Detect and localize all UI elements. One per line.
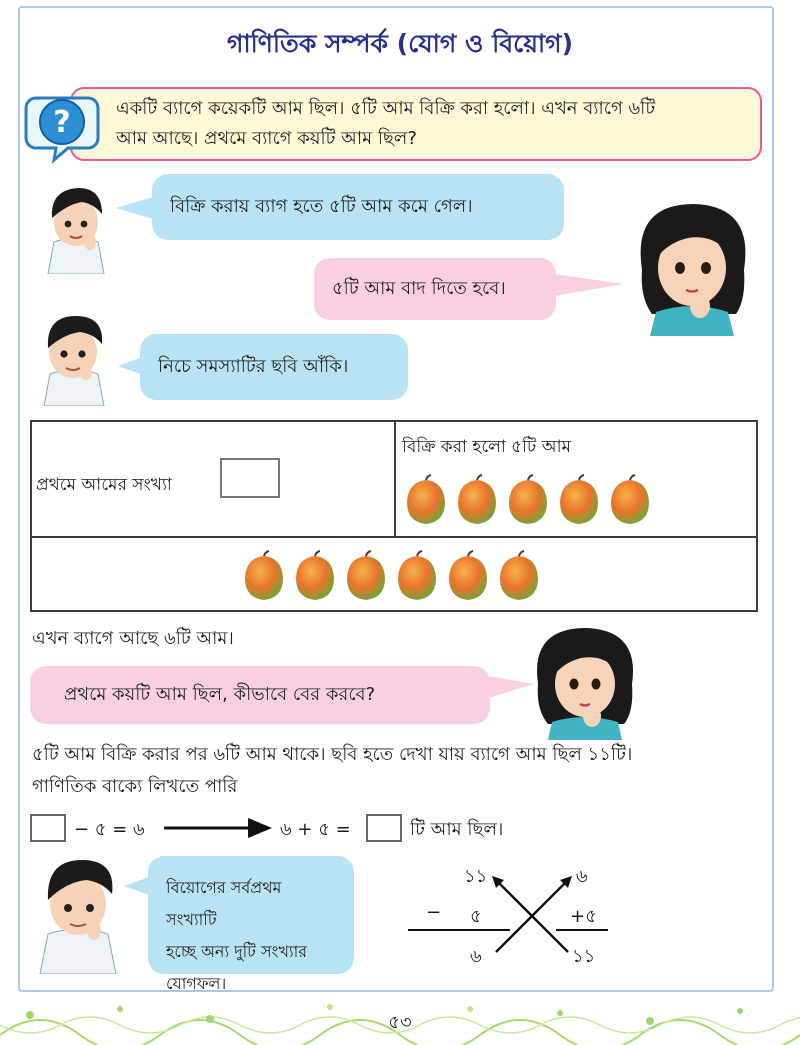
now-in-bag-text: এখন ব্যাগে আছে ৬টি আম। (32, 628, 234, 649)
cross-diagram (400, 856, 630, 974)
equation-blank-1[interactable] (30, 814, 66, 842)
page-number: ৫৩ (388, 1012, 412, 1033)
table-divider-horizontal (32, 536, 756, 538)
bubble-tail (124, 876, 152, 896)
mango-icon (608, 474, 652, 530)
speech-bubble-5 (148, 856, 354, 993)
svg-text:?: ? (53, 105, 71, 140)
speech-bubble-5-line-2: হচ্ছে অন্য দুটি সংখ্যার (166, 942, 308, 961)
equation-part-1: − ৫ = ৬ (74, 819, 145, 840)
mango-icon (242, 550, 286, 606)
sold-label: বিক্রি করা হলো ৫টি আম (402, 437, 571, 457)
equation-blank-2[interactable] (366, 814, 402, 842)
mango-icon (395, 550, 439, 606)
question-icon (22, 84, 102, 164)
mango-icon (293, 550, 337, 606)
mango-icon (446, 550, 490, 606)
mango-table (30, 420, 758, 612)
diagram-left-mid: ৫ (470, 906, 482, 927)
speech-bubble-4 (30, 666, 490, 724)
mango-icon (455, 474, 499, 530)
speech-bubble-3-text: নিচে সমস্যাটির ছবি আঁকি। (158, 356, 349, 377)
speech-bubble-1-text: বিক্রি করায় ব্যাগ হতে ৫টি আম কমে গেল। (170, 196, 473, 217)
page-title: গাণিতিক সম্পর্ক (যোগ ও বিয়োগ) (227, 29, 573, 58)
speech-bubble-1 (152, 174, 564, 240)
mango-icon (404, 474, 448, 530)
boy-illustration (36, 182, 116, 274)
equation-part-2: ৬ + ৫ = (280, 819, 351, 840)
speech-bubble-2 (314, 258, 556, 320)
diagram-right-top: ৬ (576, 866, 588, 887)
question-line-1: একটি ব্যাগে কয়েকটি আম ছিল। ৫টি আম বিক্রি করা হলো। এখন ব্যাগে ৬টি (116, 98, 656, 119)
mango-icon (497, 550, 541, 606)
explanation-line-2: গাণিতিক বাক্যে লিখতে পারি (32, 776, 238, 797)
equation-part-3: টি আম ছিল। (410, 819, 504, 840)
speech-bubble-2-text: ৫টি আম বাদ দিতে হবে। (332, 278, 506, 299)
speech-bubble-3 (140, 334, 408, 400)
girl-illustration (628, 200, 758, 336)
speech-bubble-5-line-1: বিয়োগের সর্বপ্রথম সংখ্যাটি (166, 878, 282, 929)
equation-row (30, 812, 550, 842)
speech-bubble-4-text: প্রথমে কয়টি আম ছিল, কীভাবে বের করবে? (64, 684, 376, 705)
right-arrow-icon (164, 816, 274, 840)
boy-illustration (28, 852, 128, 974)
table-divider-vertical (394, 422, 396, 536)
speech-bubble-5-line-3: যোগফল। (166, 974, 227, 993)
diagram-left-bottom: ৬ (470, 946, 482, 967)
bubble-tail (488, 676, 534, 698)
question-line-2: আম আছে। প্রথমে ব্যাগে কয়টি আম ছিল? (116, 128, 417, 149)
mango-icon (506, 474, 550, 530)
diagram-right-mid: +৫ (570, 906, 597, 927)
girl-illustration (526, 624, 646, 740)
boy-illustration (28, 310, 118, 406)
bubble-tail (554, 274, 624, 296)
diagram-left-operator: − (426, 902, 442, 923)
answer-box[interactable] (220, 458, 280, 498)
initial-count-label: প্রথমে আমের সংখ্যা (36, 475, 172, 495)
question-text (116, 94, 756, 154)
bubble-tail (116, 196, 156, 220)
bubble-tail (118, 356, 146, 376)
explanation-line-1: ৫টি আম বিক্রি করার পর ৬টি আম থাকে। ছবি হতে দেখা যায় ব্যাগে আম ছিল ১১টি। (32, 744, 633, 765)
mango-icon (557, 474, 601, 530)
diagram-right-bottom: ১১ (572, 946, 596, 967)
mango-icon (344, 550, 388, 606)
diagram-left-top: ১১ (464, 866, 488, 887)
